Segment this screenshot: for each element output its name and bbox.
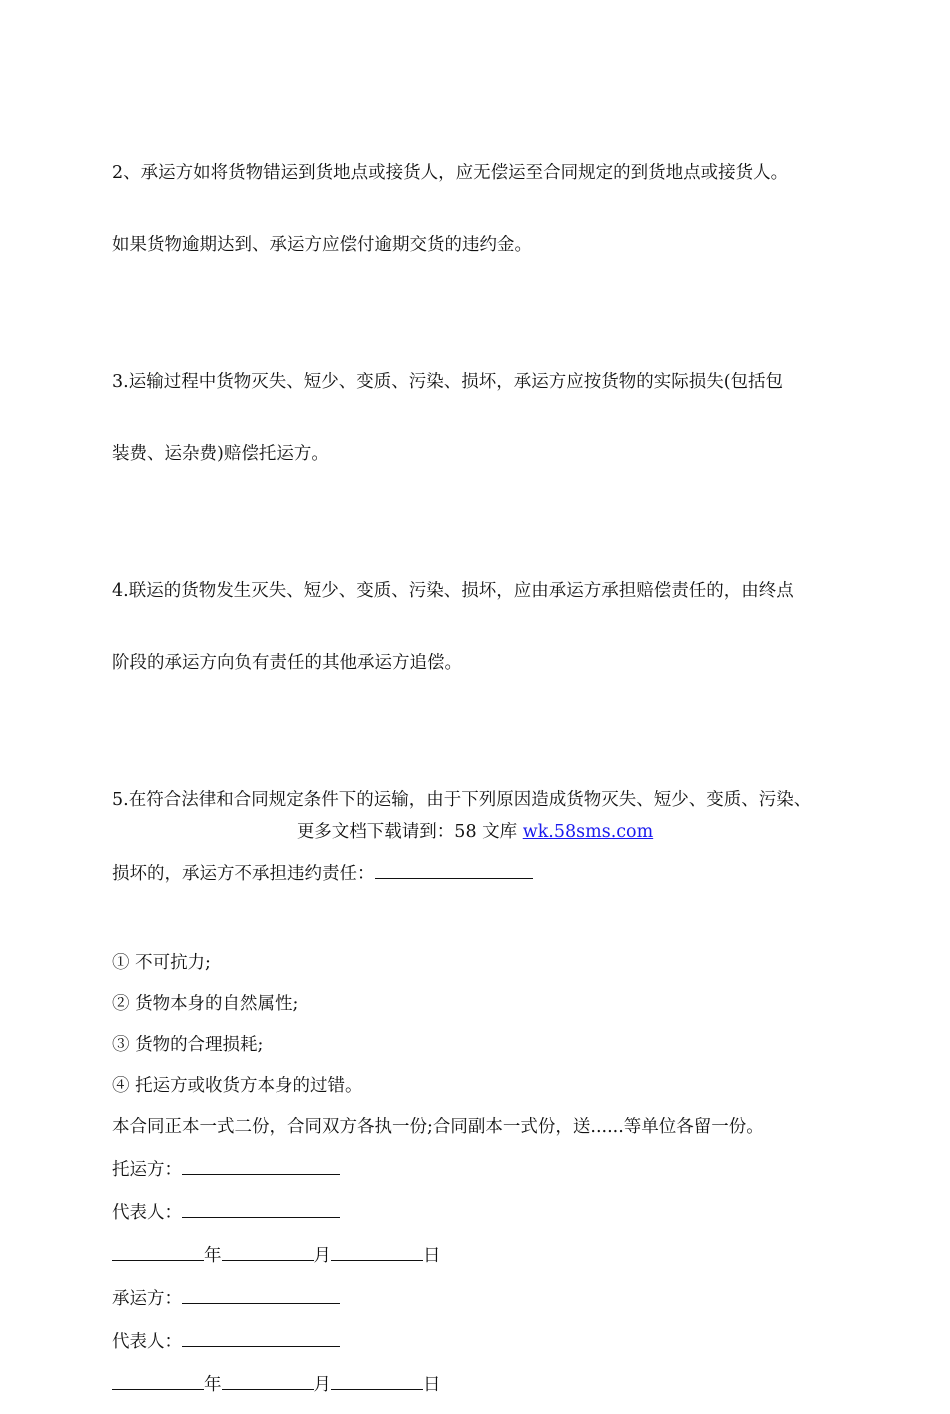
carrier-date-line bbox=[112, 1371, 852, 1397]
shipper-signature-line bbox=[112, 1156, 852, 1182]
clause-3 bbox=[112, 322, 852, 514]
clause-4-line-2: 阶段的承运方向负有责任的其他承运方追偿。 bbox=[112, 653, 462, 673]
contract-body bbox=[112, 113, 852, 1414]
shipper-month-blank bbox=[222, 1242, 314, 1261]
shipper-blank bbox=[182, 1156, 340, 1175]
clause-5-blank bbox=[375, 860, 533, 879]
carrier-blank bbox=[182, 1285, 340, 1304]
clause-4 bbox=[112, 531, 852, 723]
shipper-year-label: 年 bbox=[204, 1246, 222, 1266]
shipper-day-blank bbox=[331, 1242, 423, 1261]
carrier-month-blank bbox=[222, 1371, 314, 1390]
shipper-label: 托运方： bbox=[112, 1160, 182, 1180]
exemption-item-4: ④ 托运方或收货方本身的过错。 bbox=[112, 1076, 363, 1096]
shipper-rep-label: 代表人： bbox=[112, 1203, 182, 1223]
carrier-day-blank bbox=[331, 1371, 423, 1390]
shipper-day-label: 日 bbox=[423, 1246, 441, 1266]
clause-5-line-2-text: 损坏的，承运方不承担违约责任： bbox=[112, 864, 375, 884]
copies-clause: 本合同正本一式二份，合同双方各执一份;合同副本一式份，送......等单位各留一份。 bbox=[112, 1117, 764, 1137]
carrier-year-label: 年 bbox=[204, 1375, 222, 1395]
carrier-signature-line bbox=[112, 1285, 852, 1311]
clause-2-line-1: 2、承运方如将货物错运到货地点或接货人，应无偿运至合同规定的到货地点或接货人。 bbox=[112, 163, 789, 183]
exemption-item-2: ② 货物本身的自然属性; bbox=[112, 994, 299, 1014]
carrier-label: 承运方： bbox=[112, 1289, 182, 1309]
shipper-month-label: 月 bbox=[313, 1246, 331, 1266]
clause-4-line-1: 4.联运的货物发生灭失、短少、变质、污染、损坏，应由承运方承担赔偿责任的，由终点 bbox=[112, 581, 794, 601]
clause-3-line-1: 3.运输过程中货物灭失、短少、变质、污染、损坏，承运方应按货物的实际损失(包括包 bbox=[112, 372, 784, 392]
clause-3-line-2: 装费、运杂费)赔偿托运方。 bbox=[112, 444, 329, 464]
shipper-date-line bbox=[112, 1242, 852, 1268]
exemption-item-1: ① 不可抗力; bbox=[112, 953, 211, 973]
carrier-rep-label: 代表人： bbox=[112, 1332, 182, 1352]
footer-text: 更多文档下载请到：58 文库 bbox=[296, 822, 523, 842]
shipper-rep-blank bbox=[182, 1199, 340, 1218]
shipper-year-blank bbox=[112, 1242, 204, 1261]
carrier-day-label: 日 bbox=[423, 1375, 441, 1395]
clause-2-line-2: 如果货物逾期达到、承运方应偿付逾期交货的违约金。 bbox=[112, 235, 532, 255]
carrier-year-blank bbox=[112, 1371, 204, 1390]
clause-2 bbox=[112, 113, 852, 305]
clause-5-line-2 bbox=[112, 860, 858, 886]
carrier-rep-blank bbox=[182, 1328, 340, 1347]
footer-link[interactable]: wk.58sms.com bbox=[522, 822, 654, 842]
carrier-rep-signature-line bbox=[112, 1328, 852, 1354]
exemption-item-3: ③ 货物的合理损耗; bbox=[112, 1035, 264, 1055]
clause-5-line-1: 5.在符合法律和合同规定条件下的运输，由于下列原因造成货物灭失、短少、变质、污染、 bbox=[112, 790, 812, 810]
shipper-rep-signature-line bbox=[112, 1199, 852, 1225]
carrier-month-label: 月 bbox=[313, 1375, 331, 1395]
download-footer bbox=[0, 820, 950, 844]
